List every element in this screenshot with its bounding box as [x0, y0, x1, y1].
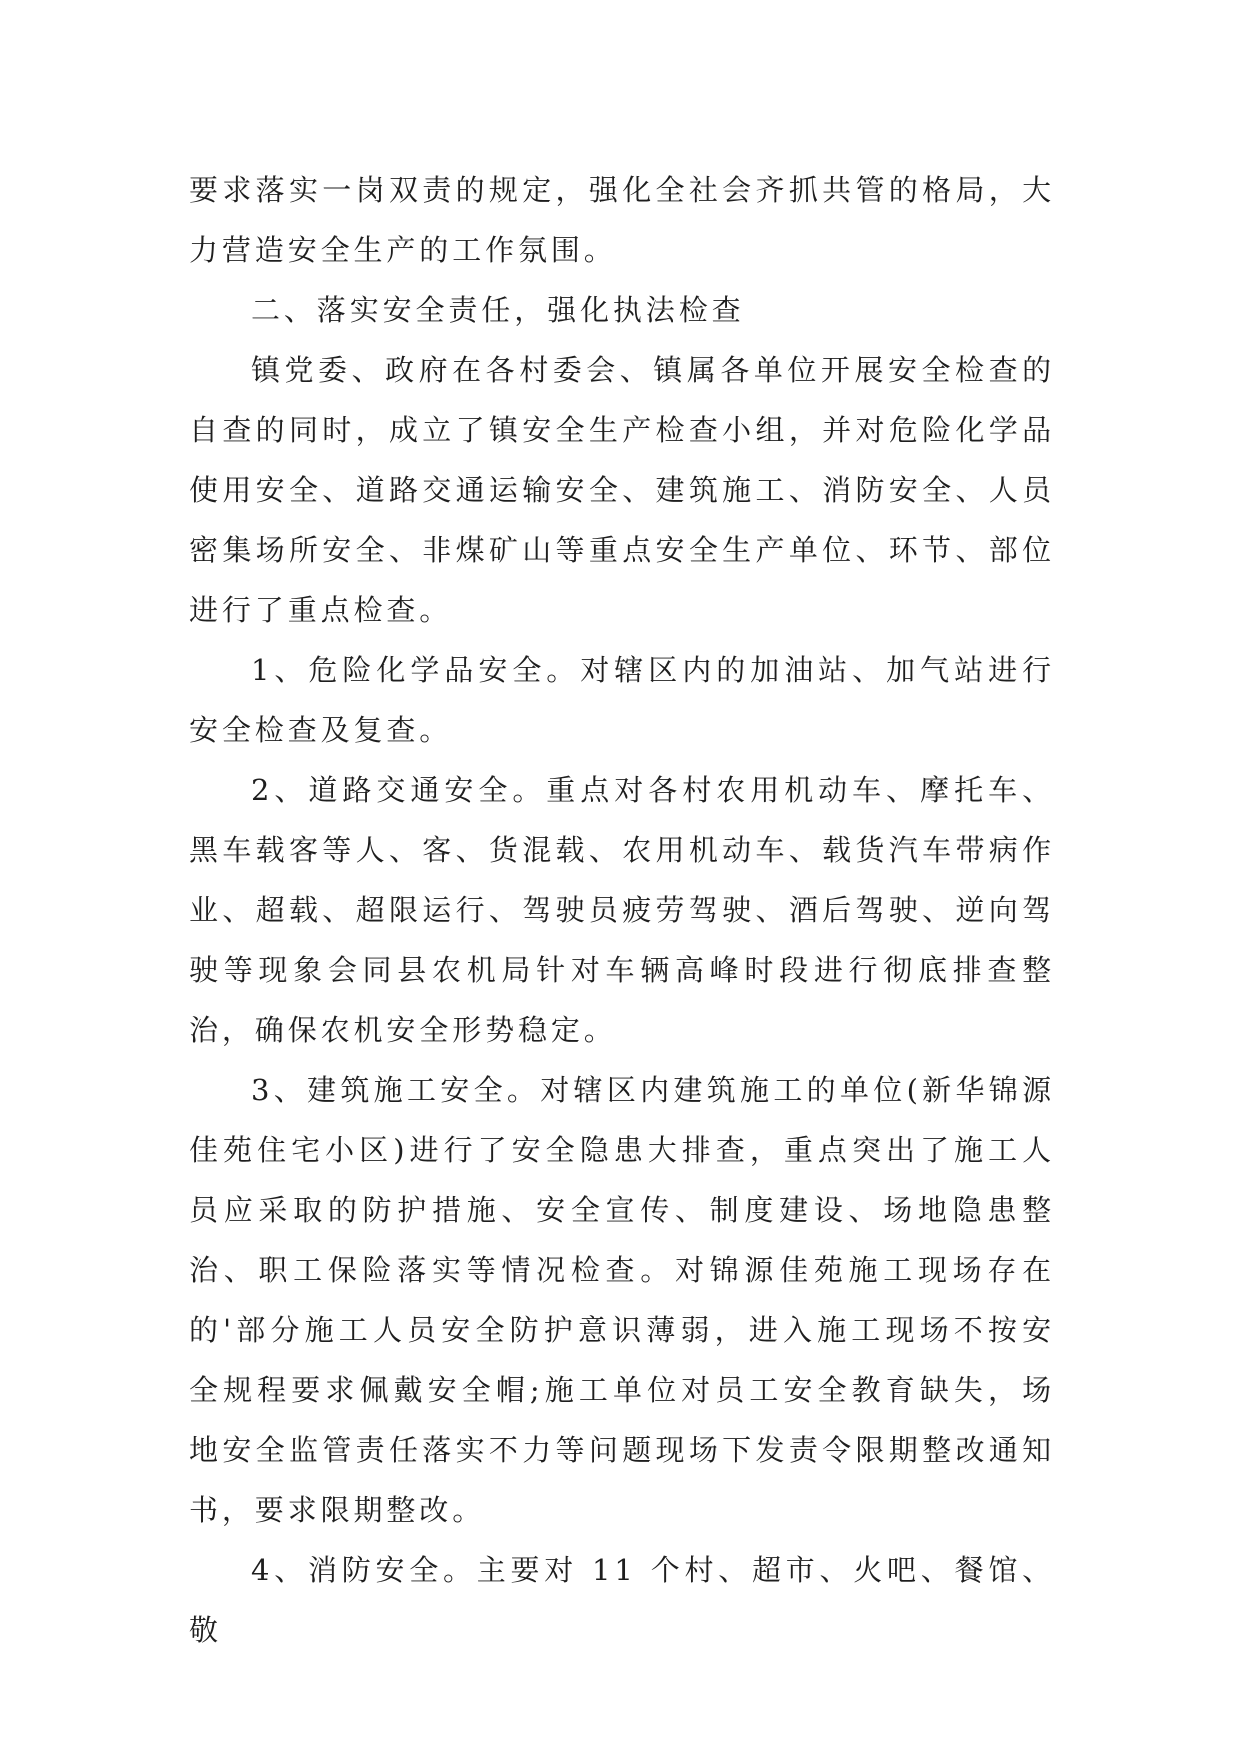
section-heading: 二、落实安全责任，强化执法检查 [251, 293, 745, 327]
paragraph-fire-safety: 4、消防安全。主要对 11 个村、超市、火吧、餐馆、敬 [189, 1553, 1055, 1647]
paragraph-intro-continuation: 要求落实一岗双责的规定，强化全社会齐抓共管的格局，大力营造安全生产的工作氛围。 [189, 173, 1055, 267]
paragraph-road-traffic: 2、道路交通安全。重点对各村农用机动车、摩托车、黑车载客等人、客、货混载、农用机动车、载货汽车带病作业、超载、超限运行、驾驶员疲劳驾驶、酒后驾驶、逆向驾驶等现象会同县农机局针对车辆高峰时段进行彻底排查整治，确保农机安全形势稳定。 [189, 773, 1055, 1047]
paragraph-inspection-overview: 镇党委、政府在各村委会、镇属各单位开展安全检查的自查的同时，成立了镇安全生产检查小组，并对危险化学品使用安全、道路交通运输安全、建筑施工、消防安全、人员密集场所安全、非煤矿山等重点安全生产单位、环节、部位进行了重点检查。 [189, 353, 1055, 627]
document-page [189, 160, 1055, 1660]
paragraph-construction: 3、建筑施工安全。对辖区内建筑施工的单位(新华锦源佳苑住宅小区)进行了安全隐患大排查，重点突出了施工人员应采取的防护措施、安全宣传、制度建设、场地隐患整治、职工保险落实等情况检查。对锦源佳苑施工现场存在的'部分施工人员安全防护意识薄弱，进入施工现场不按安全规程要求佩戴安全帽;施工单位对员工安全教育缺失，场地安全监管责任落实不力等问题现场下发责令限期整改通知书，要求限期整改。 [189, 1073, 1055, 1527]
paragraph-hazardous-chemicals: 1、危险化学品安全。对辖区内的加油站、加气站进行安全检查及复查。 [189, 653, 1055, 747]
